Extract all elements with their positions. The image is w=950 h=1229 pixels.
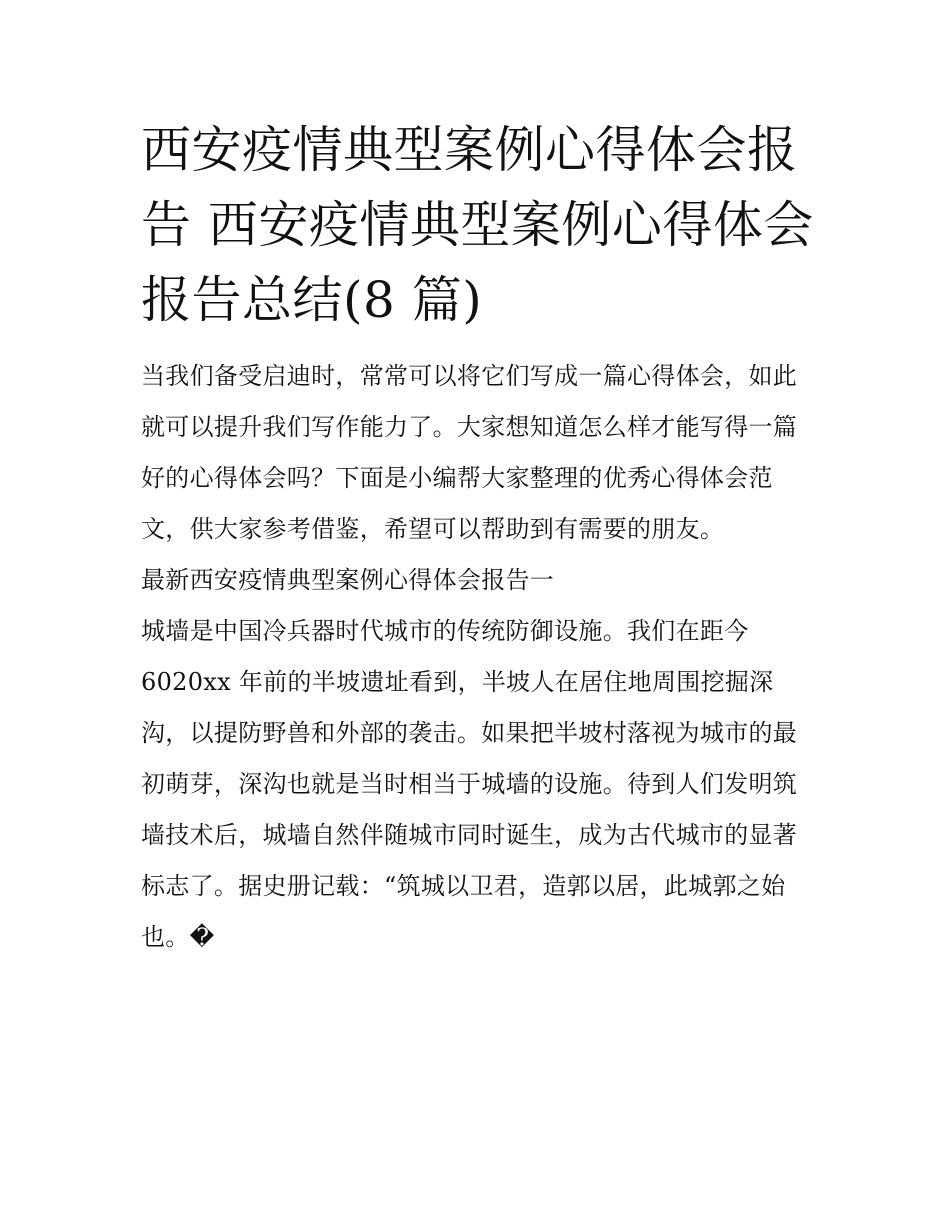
body-line: 墙技术后，城墙自然伴随城市同时诞生，成为古代城市的显著 — [141, 821, 798, 849]
document-title — [141, 113, 821, 338]
intro-line: 好的心得体会吗？下面是小编帮大家整理的优秀心得体会范 — [141, 464, 773, 492]
body-line: 城墙是中国冷兵器时代城市的传统防御设施。我们在距今 — [141, 617, 749, 645]
intro-paragraph — [141, 351, 821, 555]
body-line: 标志了。据史册记载：“筑城以卫君，造郭以居，此城郭之始 — [141, 872, 786, 900]
section-heading — [141, 555, 821, 606]
document-content — [141, 113, 821, 963]
body-line: 沟，以提防野兽和外部的袭击。如果把半坡村落视为城市的最 — [141, 719, 798, 747]
intro-line: 当我们备受启迪时，常常可以将它们写成一篇心得体会，如此 — [141, 362, 798, 390]
intro-line: 文，供大家参考借鉴，希望可以帮助到有需要的朋友。 — [141, 515, 725, 543]
body-line: 也。� — [141, 923, 215, 951]
intro-line: 就可以提升我们写作能力了。大家想知道怎么样才能写得一篇 — [141, 413, 798, 441]
body-line: 6020xx 年前的半坡遗址看到，半坡人在居住地周围挖掘深 — [141, 668, 774, 696]
section-heading-text: 最新西安疫情典型案例心得体会报告一 — [141, 566, 555, 594]
body-line: 初萌芽，深沟也就是当时相当于城墙的设施。待到人们发明筑 — [141, 770, 798, 798]
body-paragraph — [141, 606, 821, 963]
title-line: 告 西安疫情典型案例心得体会 — [141, 196, 814, 254]
title-line: 西安疫情典型案例心得体会报 — [141, 121, 798, 179]
title-line: 报告总结(8 篇) — [141, 271, 483, 329]
